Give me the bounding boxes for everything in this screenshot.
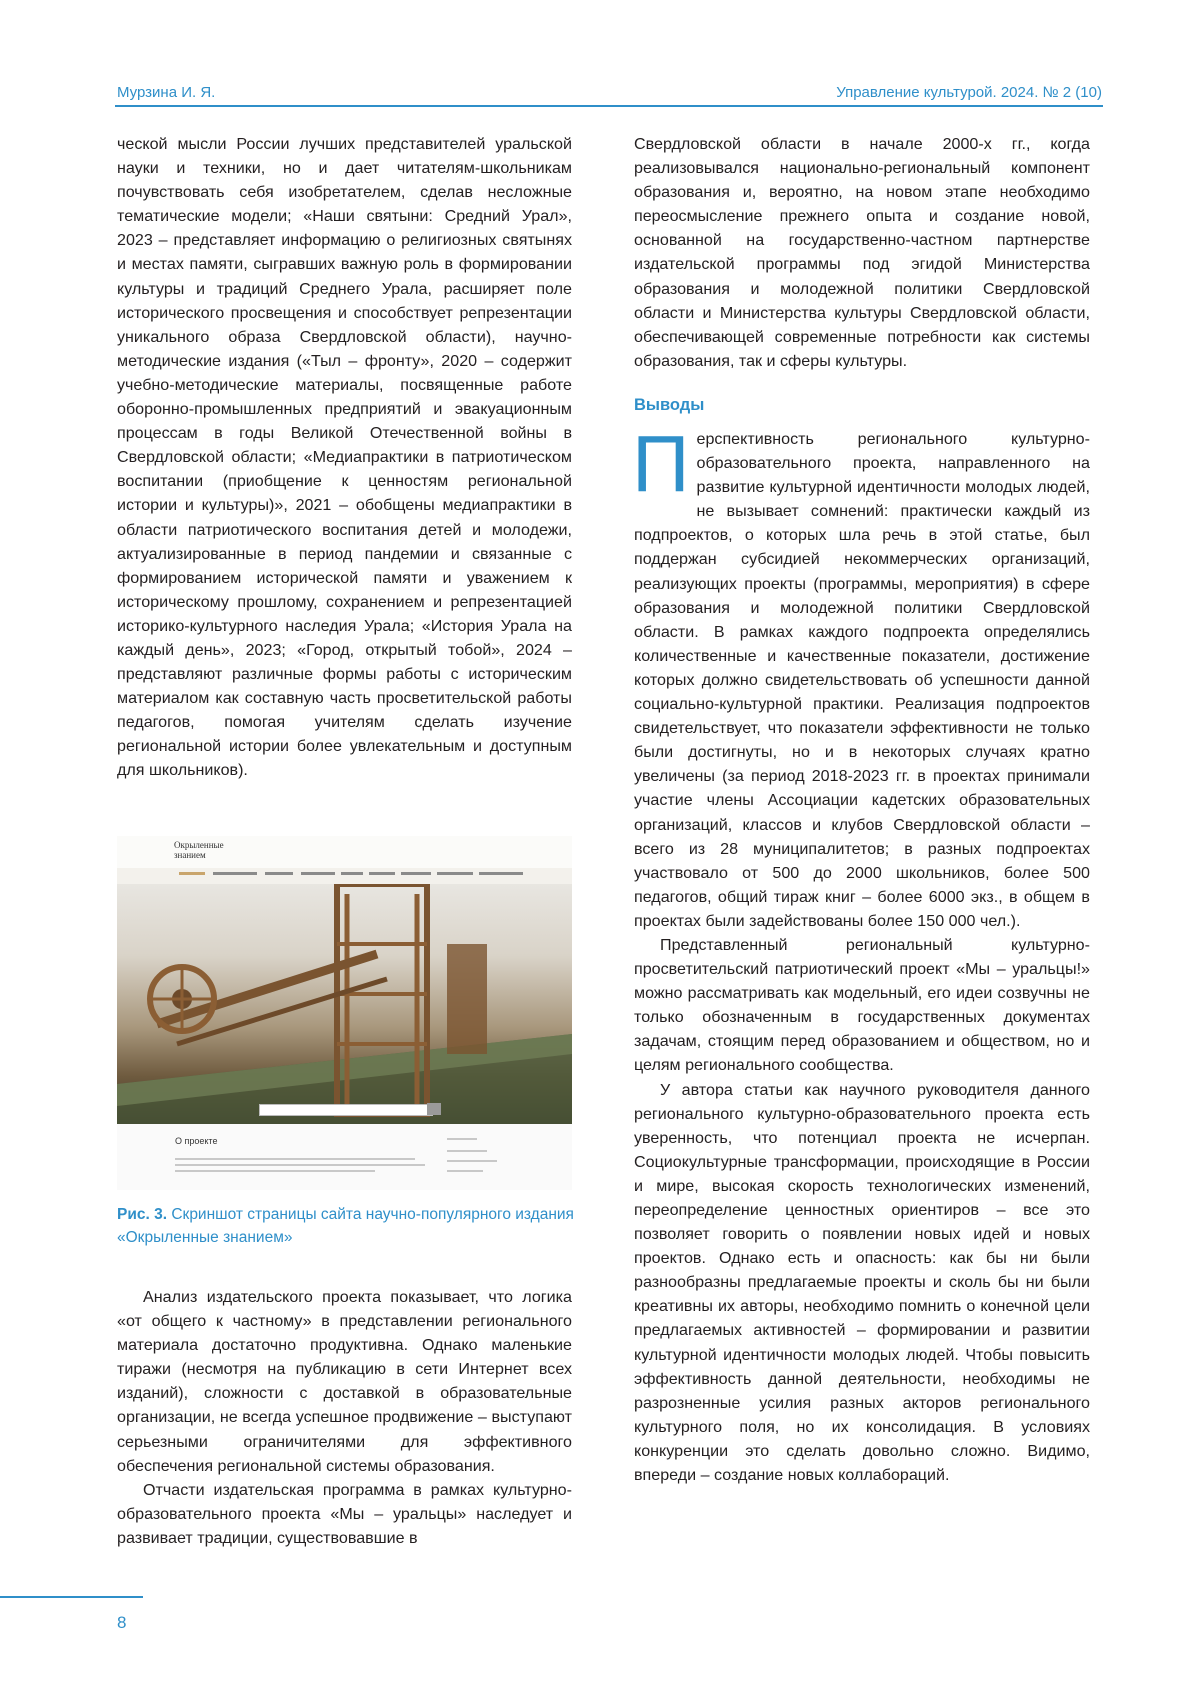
figure-screenshot [117,836,572,1190]
body-paragraph: Анализ издательского проекта показывает, что логика «от общего к частному» в представлении регионального материала достаточно продуктивна. Однако маленькие тиражи (несмотря на публикацию в сети Интернет всех изданий), сложности с доставкой в образовательные организации, не всегда успешное продвижение – выступают серьезными ограничителями для эффективного обеспечения региональной системы образования. [117,1288,572,1475]
header-author: Мурзина И. Я. [117,84,216,101]
figure-search-bar [259,1104,433,1116]
drop-cap: П [632,419,690,508]
footer-rule [0,1596,143,1598]
right-column-top [634,132,1090,373]
left-column-top [117,132,572,783]
header-rule [115,105,1103,107]
body-paragraph: Представленный региональный культурно-просветительский патриотический проект «Мы – уральцы!» можно рассматривать как модельный, его идеи созвучны не только обозначенным в государственных документах задачам, стоящим перед образованием и обществом, но и целям регионального сообщества. [634,935,1090,1075]
figure-site-header [117,836,572,868]
body-paragraph: Отчасти издательская программа в рамках культурно-образовательного проекта «Мы – уральцы» наследует и развивает традиции, существовавшие в [117,1480,572,1547]
section-title-conclusions: Выводы [634,396,705,414]
figure-caption-text: Скриншот страницы сайта научно-популярного издания «Окрыленные знанием» [117,1206,574,1246]
body-paragraph: Свердловской области в начале 2000-х гг., когда реализовывался национально-региональный компонент образования и, вероятно, на новом этапе необходимо переосмысление прежнего опыта и создание новой, основанной на государственно-частном партнерстве издательской программы под эгидой Министерства образования и молодежной политики Свердловской области и Министерства культуры Свердловской области, обеспечивающей современные потребности как системы образования, так и сферы культуры. [634,135,1090,370]
right-column-bottom [632,419,1090,1487]
left-column-bottom [117,1285,572,1550]
figure-photo-wooden-model [117,884,572,1124]
figure-site-nav [117,868,572,885]
figure-about-title: О проекте [175,1136,218,1146]
body-paragraph: У автора статьи как научного руководителя данного регионального культурно-образовательного проекта есть уверенность, что потенциал проекта не исчерпан. Социокультурные трансформации, происходящие в России и мире, высокая скорость технологических изменений, переопределение ценностных ориентиров – все это позволяет говорить о появлении новых идей и новых проектов. Однако есть и опасность: как бы ни были разнообразны предлагаемые проекты и сколь бы ни были креативны их авторы, необходимо помнить о конечной цели предлагаемых активностей – формировании и развитии культурной идентичности молодых людей. Чтобы повысить эффективность данной деятельности, необходимы не разрозненные усилия разных акторов регионального культурного поля, но их консолидация. В условиях конкуренции это сделать довольно сложно. Видимо, впереди – создание новых коллабораций. [634,1080,1090,1485]
figure-caption [117,1203,577,1249]
figure-site-about [117,1124,572,1190]
figure-caption-label: Рис. 3. [117,1206,168,1223]
page-number: 8 [117,1613,127,1632]
body-paragraph: ческой мысли России лучших представителей уральской науки и техники, но и дает читателям-школьникам почувствовать себя изобретателем, сделав несложные тематические модели; «Наши святыни: Средний Урал», 2023 – представляет информацию о религиозных святынях и местах памяти, сыгравших важную роль в формировании культуры и традиций Среднего Урала, расширяет поле исторического просвещения и способствует репрезентации уникального образа Свердловской области), научно-методические издания («Тыл – фронту», 2020 – содержит учебно-методические материалы, посвященные работе оборонно-промышленных предприятий и эвакуационным процессам в годы Великой Отечественной войны в Свердловской области; «Медиапрактики в патриотическом воспитании (приобщение к ценностям региональной истории и культуры)», 2021 – обобщены медиапрактики в области патриотического воспитания детей и молодежи, актуализированные в период пандемии и связанные с формированием исторической памяти и уважением к историческому прошлому, сохранением и репрезентацией историко-культурного наследия Урала; «История Урала на каждый день», 2023; «Город, открытый тобой», 2024 – представляют различные формы работы с историческим материалом как составную часть просветительской работы педагогов, помогая учителям сделать изучение региональной истории более увлекательным и доступным для школьников). [117,135,572,780]
figure-site-logo: Окрыленные знанием [174,840,224,860]
body-paragraph: Перспективность регионального культурно-образовательного проекта, направленного на развитие культурной идентичности молодых людей, не вызывает сомнений: практически каждый из подпроектов, о которых шла речь в этой статье, был поддержан субсидией некоммерческих организаций, реализующих проекты (программы, мероприятия) в сфере образования и молодежной политики Свердловской области. В рамках каждого подпроекта определялись количественные и качественные показатели, достижение которых должно свидетельствовать об успешности данной социально-культурной практики. Реализация подпроектов свидетельствует, что показатели эффективности не только были достигнуты, но и в некоторых случаях кратно увеличены (за период 2018-2023 гг. в проектах принимали участие члены Ассоциации кадетских образовательных организаций, классов и клубов Свердловской области – всего из 28 муниципалитетов; в разных подпроектах участвовало от 500 до 2000 школьников, более 500 педагогов, общий тираж книг – более 6000 экз., в общем в проектах были задействованы более 150 000 чел.). [632,419,1090,930]
figure-search-icon [427,1103,441,1115]
header-journal: Управление культурой. 2024. № 2 (10) [836,84,1102,101]
